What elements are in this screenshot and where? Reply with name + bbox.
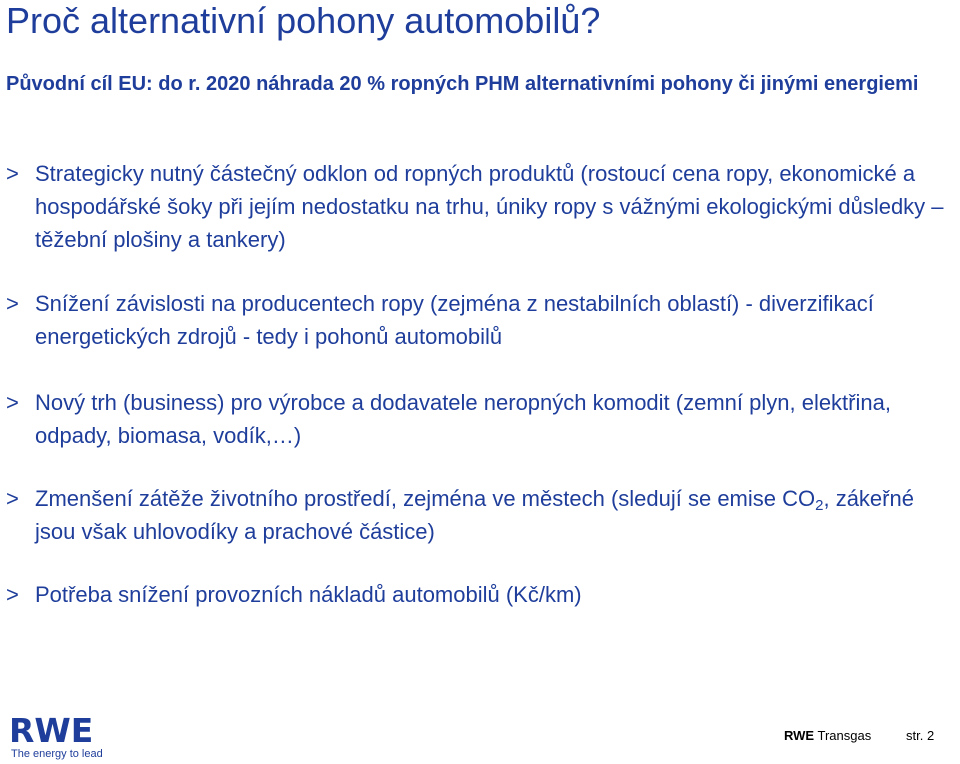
bullet-marker: > <box>6 291 19 316</box>
bullet-text <box>35 482 956 548</box>
bullet-marker: > <box>6 582 19 607</box>
footer-company-rest: Transgas <box>814 728 872 743</box>
footer-company <box>784 728 871 744</box>
bullet-item <box>6 482 956 548</box>
bullet-item <box>6 386 956 452</box>
bullet-text: Snížení závislosti na producentech ropy (zejména z nestabilních oblastí) - diverzifikací energetických zdrojů - tedy i pohonů automobilů <box>35 291 874 349</box>
logo-wordmark: RWE <box>9 711 94 750</box>
bullet-marker: > <box>6 486 19 511</box>
bullet-marker: > <box>6 161 19 186</box>
co2-subscript: 2 <box>815 497 824 514</box>
bullet-text: Potřeba snížení provozních nákladů automobilů (Kč/km) <box>35 582 582 607</box>
footer-company-bold: RWE <box>784 728 815 743</box>
page-number: str. 2 <box>906 728 935 743</box>
bullet-item <box>6 157 956 256</box>
eu-goal-statement: Původní cíl EU: do r. 2020 náhrada 20 % ropných PHM alternativními pohony či jinými energiemi <box>6 73 919 95</box>
bullet-marker: > <box>6 390 19 415</box>
bullet-text-before: Zmenšení zátěže životního prostředí, zejména ve městech (sledují se emise CO <box>35 486 816 511</box>
bullet-text: Strategicky nutný částečný odklon od ropných produktů (rostoucí cena ropy, ekonomické a hospodářské šoky při jejím nedostatku na trhu, úniky ropy s vážnými ekologickými důsledky – těžební plošiny a tankery) <box>35 161 944 252</box>
bullet-item <box>6 578 956 611</box>
bullet-text: Nový trh (business) pro výrobce a dodavatele neropných komodit (zemní plyn, elektřina, odpady, biomasa, vodík,…) <box>35 390 891 448</box>
logo-tagline: The energy to lead <box>11 748 103 760</box>
rwe-logo <box>9 711 103 762</box>
bullet-item <box>6 287 956 353</box>
bullet-text-after: , zákeřné jsou však uhlovodíky a prachové částice) <box>35 486 914 544</box>
slide-title: Proč alternativní pohony automobilů? <box>6 0 601 41</box>
